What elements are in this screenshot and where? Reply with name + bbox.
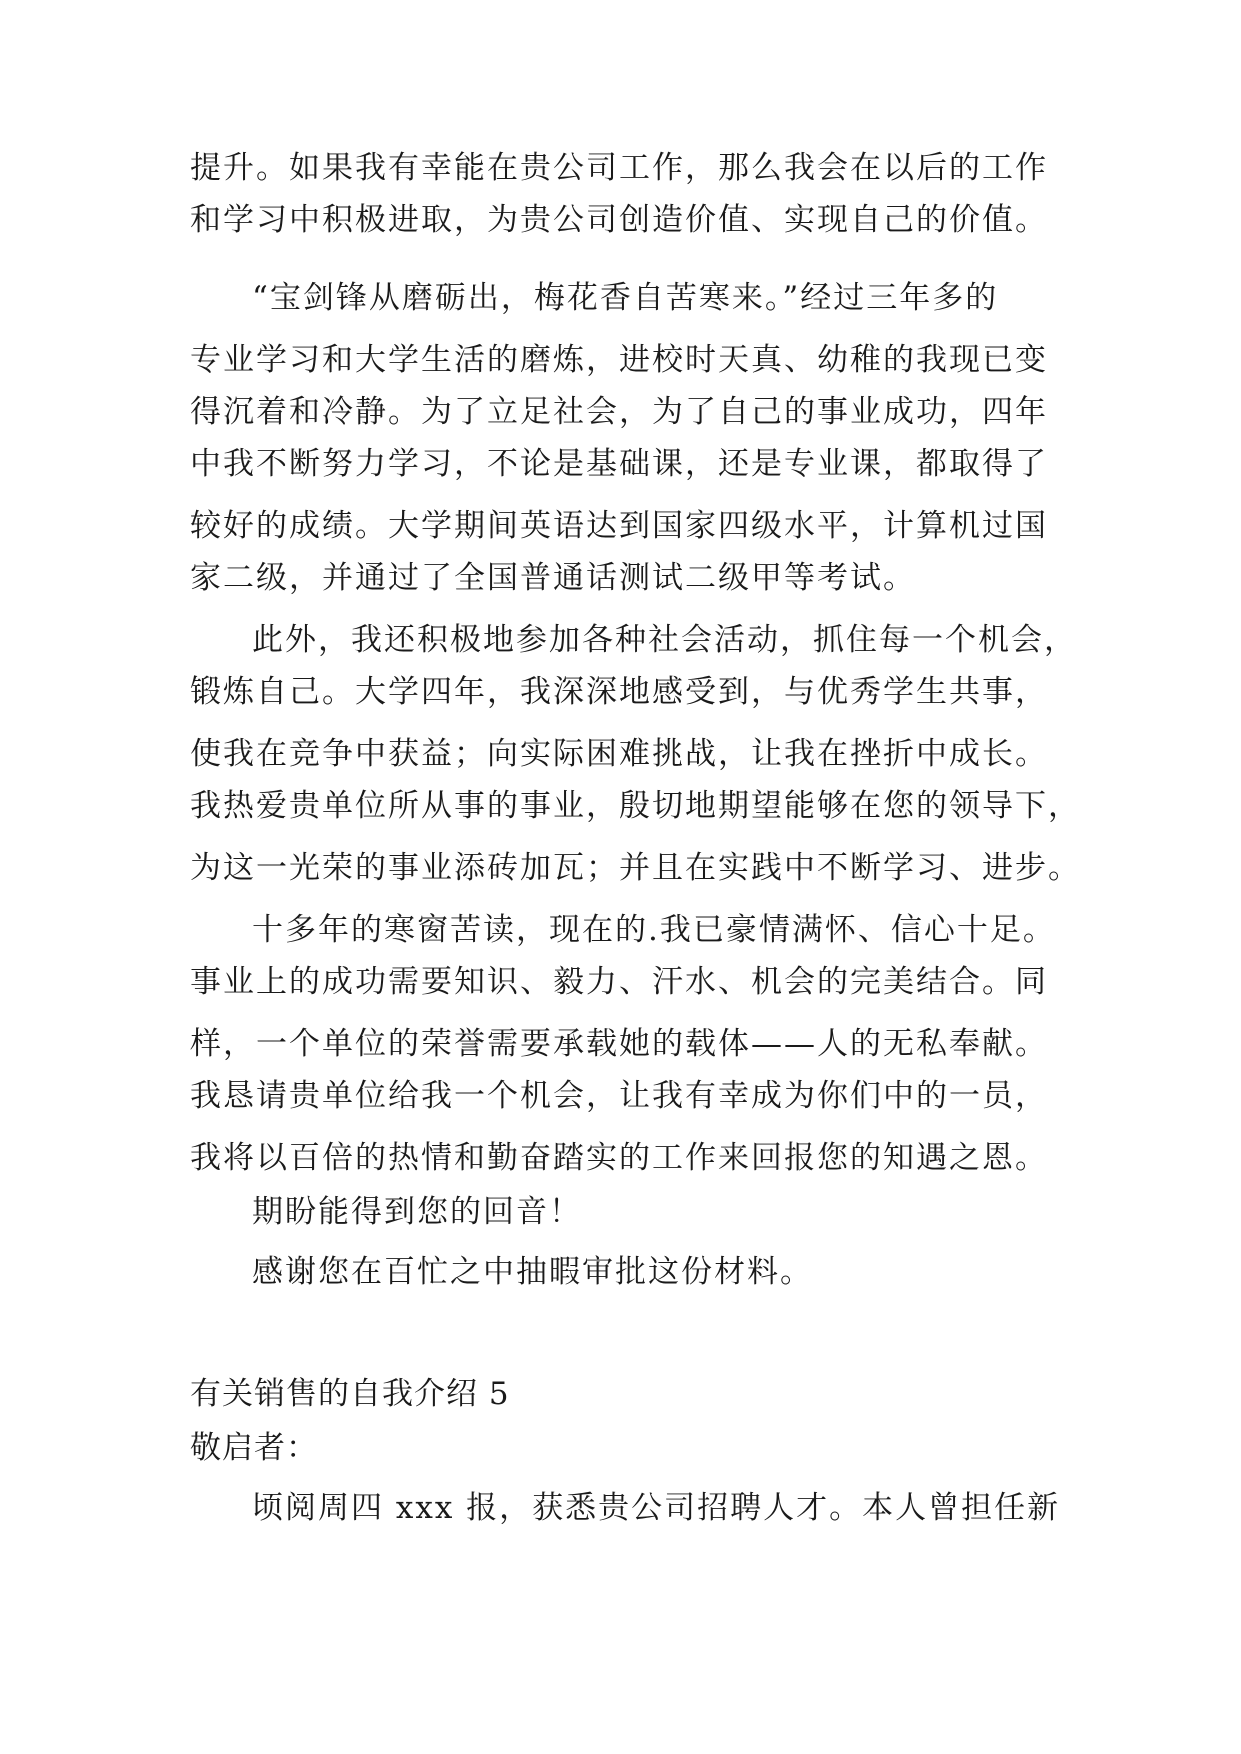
paragraph-line: 中我不断努力学习，不论是基础课，还是专业课，都取得了 — [190, 446, 1048, 482]
salutation: 敬启者： — [190, 1430, 318, 1466]
paragraph-line: 事业上的成功需要知识、毅力、汗水、机会的完美结合。同 — [190, 964, 1048, 1000]
paragraph-line: 较好的成绩。大学期间英语达到国家四级水平，计算机过国 — [190, 508, 1048, 544]
paragraph-line: 期盼能得到您的回音！ — [252, 1194, 582, 1230]
paragraph-line: 顷阅周四 xxx 报，获悉贵公司招聘人才。本人曾担任新 — [252, 1490, 1061, 1526]
paragraph-line: 提升。如果我有幸能在贵公司工作，那么我会在以后的工作 — [190, 150, 1048, 186]
paragraph-line: 我热爱贵单位所从事的事业，殷切地期望能够在您的领导下， — [190, 788, 1081, 824]
paragraph-line: 锻炼自己。大学四年，我深深地感受到，与优秀学生共事， — [190, 674, 1048, 710]
paragraph-line: 我恳请贵单位给我一个机会，让我有幸成为你们中的一员， — [190, 1078, 1048, 1114]
paragraph-line: 家二级，并通过了全国普通话测试二级甲等考试。 — [190, 560, 916, 596]
paragraph-line: 使我在竞争中获益；向实际困难挑战，让我在挫折中成长。 — [190, 736, 1048, 772]
paragraph-line: 此外，我还积极地参加各种社会活动，抓住每一个机会， — [252, 622, 1077, 658]
paragraph-line: 感谢您在百忙之中抽暇审批这份材料。 — [252, 1254, 813, 1290]
paragraph-line: 得沉着和冷静。为了立足社会，为了自己的事业成功，四年 — [190, 394, 1048, 430]
paragraph-line: 专业学习和大学生活的磨炼，进校时天真、幼稚的我现已变 — [190, 342, 1048, 378]
paragraph-line: 样，一个单位的荣誉需要承载她的载体——人的无私奉献。 — [190, 1026, 1048, 1062]
paragraph-line: 和学习中积极进取，为贵公司创造价值、实现自己的价值。 — [190, 202, 1048, 238]
paragraph-line: 十多年的寒窗苦读，现在的.我已豪情满怀、信心十足。 — [252, 912, 1056, 948]
paragraph-line: 为这一光荣的事业添砖加瓦；并且在实践中不断学习、进步。 — [190, 850, 1081, 886]
paragraph-line: “宝剑锋从磨砺出，梅花香自苦寒来。”经过三年多的 — [252, 280, 999, 316]
paragraph-line: 我将以百倍的热情和勤奋踏实的工作来回报您的知遇之恩。 — [190, 1140, 1048, 1176]
section-title: 有关销售的自我介绍 5 — [190, 1376, 510, 1412]
